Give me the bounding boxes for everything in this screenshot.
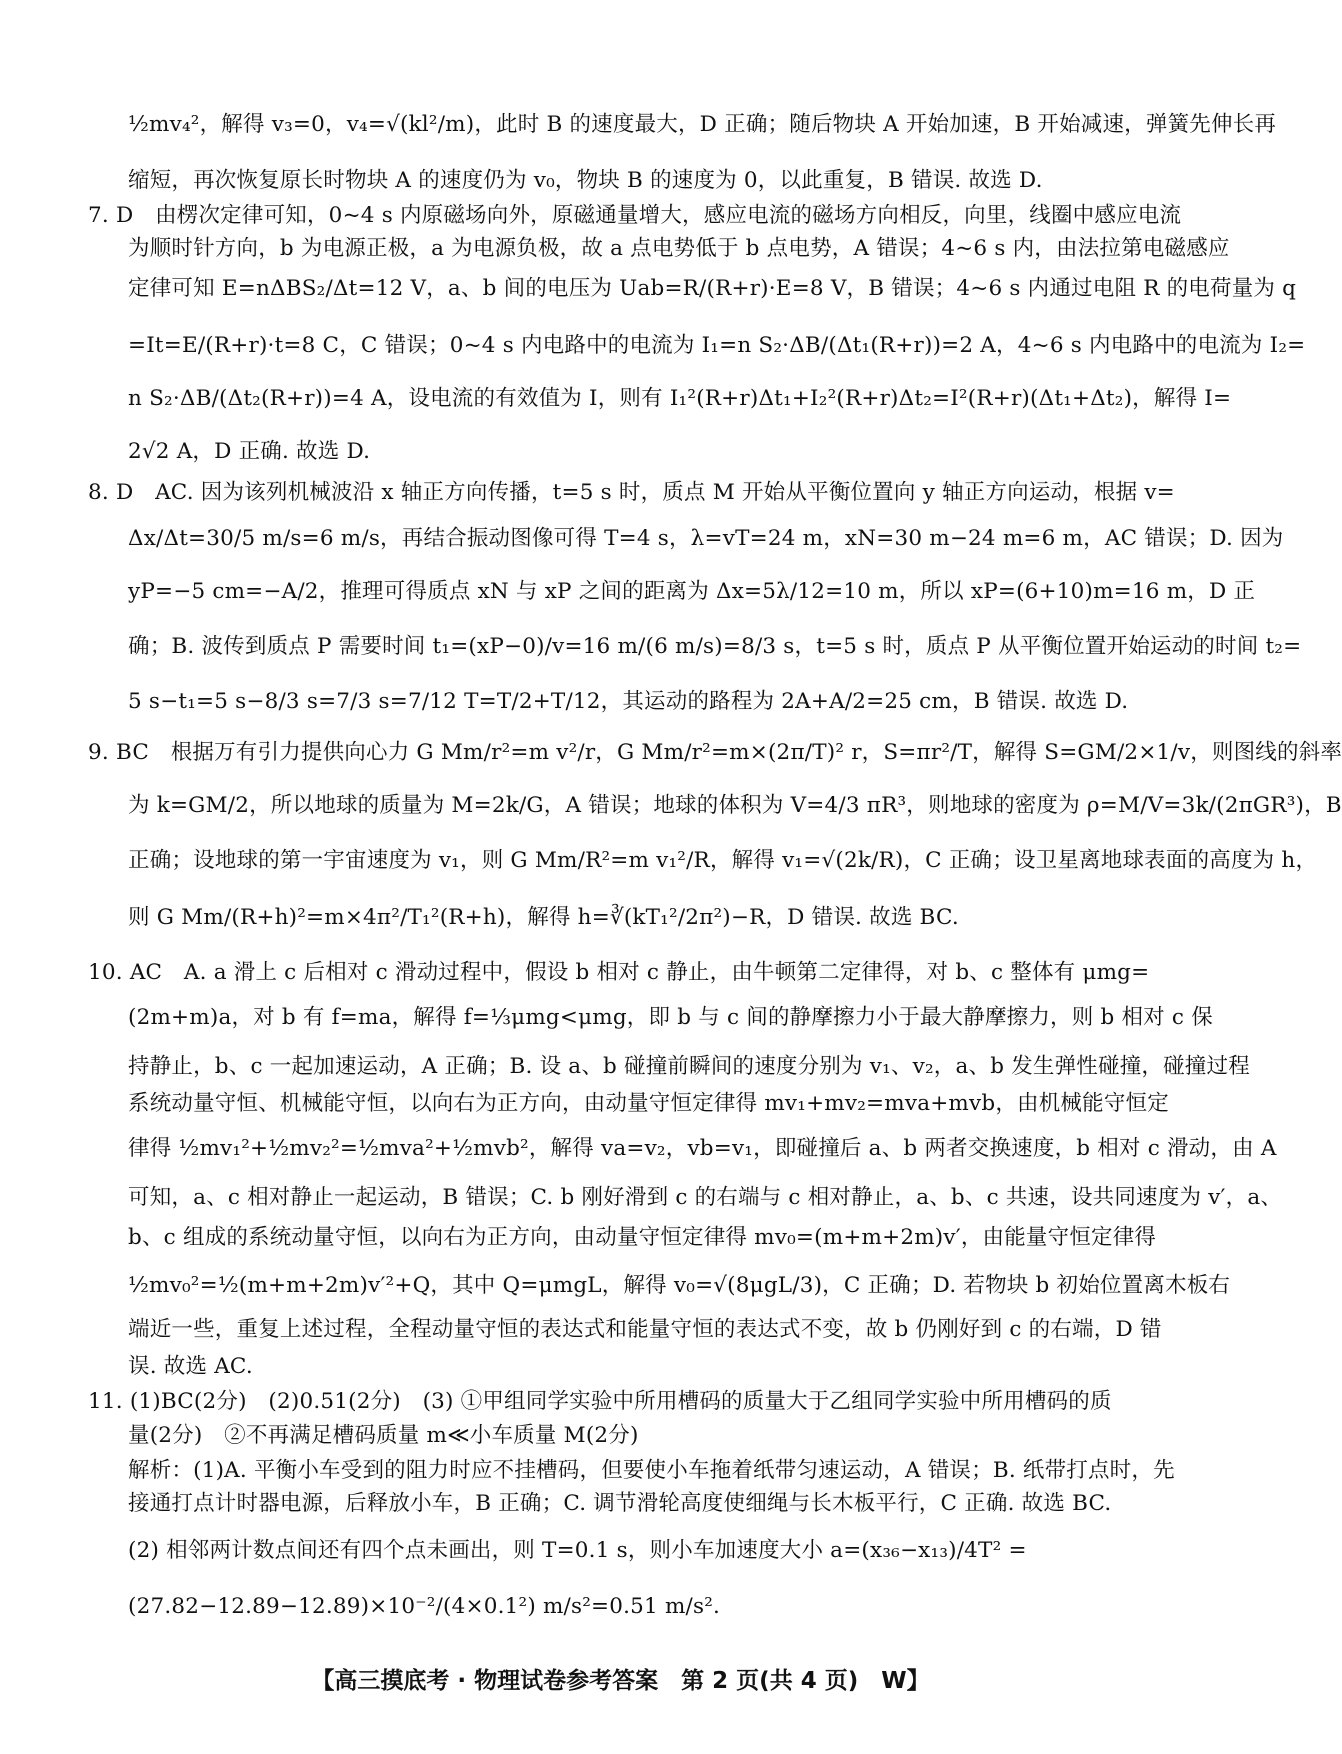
text-line: 系统动量守恒、机械能守恒，以向右为正方向，由动量守恒定律得 mv₁+mv₂=mva+mvb，由机械能守恒定 <box>128 1091 1169 1116</box>
text-line: 8. D AC. 因为该列机械波沿 x 轴正方向传播，t=5 s 时，质点 M 开始从平衡位置向 y 轴正方向运动，根据 v= <box>88 480 1175 505</box>
text-line: (27.82−12.89−12.89)×10⁻²/(4×0.1²) m/s²=0.51 m/s². <box>128 1594 721 1619</box>
text-line: ½mv₄²，解得 v₃=0，v₄=√(kl²/m)，此时 B 的速度最大，D 正确；随后物块 A 开始加速，B 开始减速，弹簧先伸长再 <box>128 112 1277 137</box>
text-line: =It=E/(R+r)·t=8 C，C 错误；0~4 s 内电路中的电流为 I₁=n S₂·ΔB/(Δt₁(R+r))=2 A，4~6 s 内电路中的电流为 I₂= <box>128 333 1306 358</box>
text-line: 7. D 由楞次定律可知，0~4 s 内原磁场向外，原磁通量增大，感应电流的磁场方向相反，向里，线圈中感应电流 <box>88 203 1182 228</box>
text-line: 定律可知 E=nΔBS₂/Δt=12 V，a、b 间的电压为 Uab=R/(R+r)·E=8 V，B 错误；4~6 s 内通过电阻 R 的电荷量为 q <box>128 276 1297 301</box>
text-line: 10. AC A. a 滑上 c 后相对 c 滑动过程中，假设 b 相对 c 静止，由牛顿第二定律得，对 b、c 整体有 μmg= <box>88 960 1150 985</box>
text-line: 缩短，再次恢复原长时物块 A 的速度仍为 v₀，物块 B 的速度为 0，以此重复，B 错误. 故选 D. <box>128 168 1043 193</box>
text-line: 误. 故选 AC. <box>128 1354 253 1379</box>
text-line: 量(2分) ②不再满足槽码质量 m≪小车质量 M(2分) <box>128 1423 639 1448</box>
text-line: ½mv₀²=½(m+m+2m)v′²+Q，其中 Q=μmgL，解得 v₀=√(8μgL/3)，C 正确；D. 若物块 b 初始位置离木板右 <box>128 1273 1231 1298</box>
text-line: (2) 相邻两计数点间还有四个点未画出，则 T=0.1 s，则小车加速度大小 a=(x₃₆−x₁₃)/4T² = <box>128 1538 1027 1563</box>
text-line: 为 k=GM/2，所以地球的质量为 M=2k/G，A 错误；地球的体积为 V=4/3 πR³，则地球的密度为 ρ=M/V=3k/(2πGR³)，B <box>128 793 1342 818</box>
text-line: 律得 ½mv₁²+½mv₂²=½mva²+½mvb²，解得 va=v₂，vb=v₁，即碰撞后 a、b 两者交换速度，b 相对 c 滑动，由 A <box>128 1136 1277 1161</box>
text-line: 接通打点计时器电源，后释放小车，B 正确；C. 调节滑轮高度使细绳与长木板平行，C 正确. 故选 BC. <box>128 1491 1112 1516</box>
text-line: 可知，a、c 相对静止一起运动，B 错误；C. b 刚好滑到 c 的右端与 c 相对静止，a、b、c 共速，设共同速度为 v′，a、 <box>128 1185 1283 1210</box>
text-line: yP=−5 cm=−A/2，推理可得质点 xN 与 xP 之间的距离为 Δx=5λ/12=10 m，所以 xP=(6+10)m=16 m，D 正 <box>128 579 1256 604</box>
text-line: (2m+m)a，对 b 有 f=ma，解得 f=⅓μmg<μmg，即 b 与 c 间的静摩擦力小于最大静摩擦力，则 b 相对 c 保 <box>128 1005 1213 1030</box>
text-line: n S₂·ΔB/(Δt₂(R+r))=4 A，设电流的有效值为 I，则有 I₁²(R+r)Δt₁+I₂²(R+r)Δt₂=I²(R+r)(Δt₁+Δt₂)，解得 I= <box>128 386 1232 411</box>
text-line: Δx/Δt=30/5 m/s=6 m/s，再结合振动图像可得 T=4 s，λ=vT=24 m，xN=30 m−24 m=6 m，AC 错误；D. 因为 <box>128 526 1284 551</box>
text-line: 为顺时针方向，b 为电源正极，a 为电源负极，故 a 点电势低于 b 点电势，A 错误；4~6 s 内，由法拉第电磁感应 <box>128 236 1230 261</box>
text-line: 持静止，b、c 一起加速运动，A 正确；B. 设 a、b 碰撞前瞬间的速度分别为 v₁、v₂，a、b 发生弹性碰撞，碰撞过程 <box>128 1054 1250 1079</box>
text-line: 解析：(1)A. 平衡小车受到的阻力时应不挂槽码，但要使小车拖着纸带匀速运动，A 错误；B. 纸带打点时，先 <box>128 1458 1175 1483</box>
text-line: 5 s−t₁=5 s−8/3 s=7/3 s=7/12 T=T/2+T/12，其运动的路程为 2A+A/2=25 cm，B 错误. 故选 D. <box>128 689 1129 714</box>
text-line: 则 G Mm/(R+h)²=m×4π²/T₁²(R+h)，解得 h=∛(kT₁²/2π²)−R，D 错误. 故选 BC. <box>128 905 959 930</box>
text-line: 端近一些，重复上述过程，全程动量守恒的表达式和能量守恒的表达式不变，故 b 仍刚好到 c 的右端，D 错 <box>128 1317 1162 1342</box>
page-footer: 【高三摸底考 · 物理试卷参考答案 第 2 页(共 4 页) W】 <box>311 1668 930 1694</box>
text-line: 2√2 A，D 正确. 故选 D. <box>128 439 371 464</box>
text-line: 9. BC 根据万有引力提供向心力 G Mm/r²=m v²/r，G Mm/r²=m×(2π/T)² r，S=πr²/T，解得 S=GM/2×1/v，则图线的斜率 <box>88 740 1342 765</box>
text-line: b、c 组成的系统动量守恒，以向右为正方向，由动量守恒定律得 mv₀=(m+m+2m)v′，由能量守恒定律得 <box>128 1225 1157 1250</box>
text-line: 正确；设地球的第一宇宙速度为 v₁，则 G Mm/R²=m v₁²/R，解得 v₁=√(2k/R)，C 正确；设卫星离地球表面的高度为 h， <box>128 848 1318 873</box>
text-line: 确；B. 波传到质点 P 需要时间 t₁=(xP−0)/v=16 m/(6 m/s)=8/3 s，t=5 s 时，质点 P 从平衡位置开始运动的时间 t₂= <box>128 634 1302 659</box>
text-line: 11. (1)BC(2分) (2)0.51(2分) (3) ①甲组同学实验中所用槽码的质量大于乙组同学实验中所用槽码的质 <box>88 1389 1112 1414</box>
